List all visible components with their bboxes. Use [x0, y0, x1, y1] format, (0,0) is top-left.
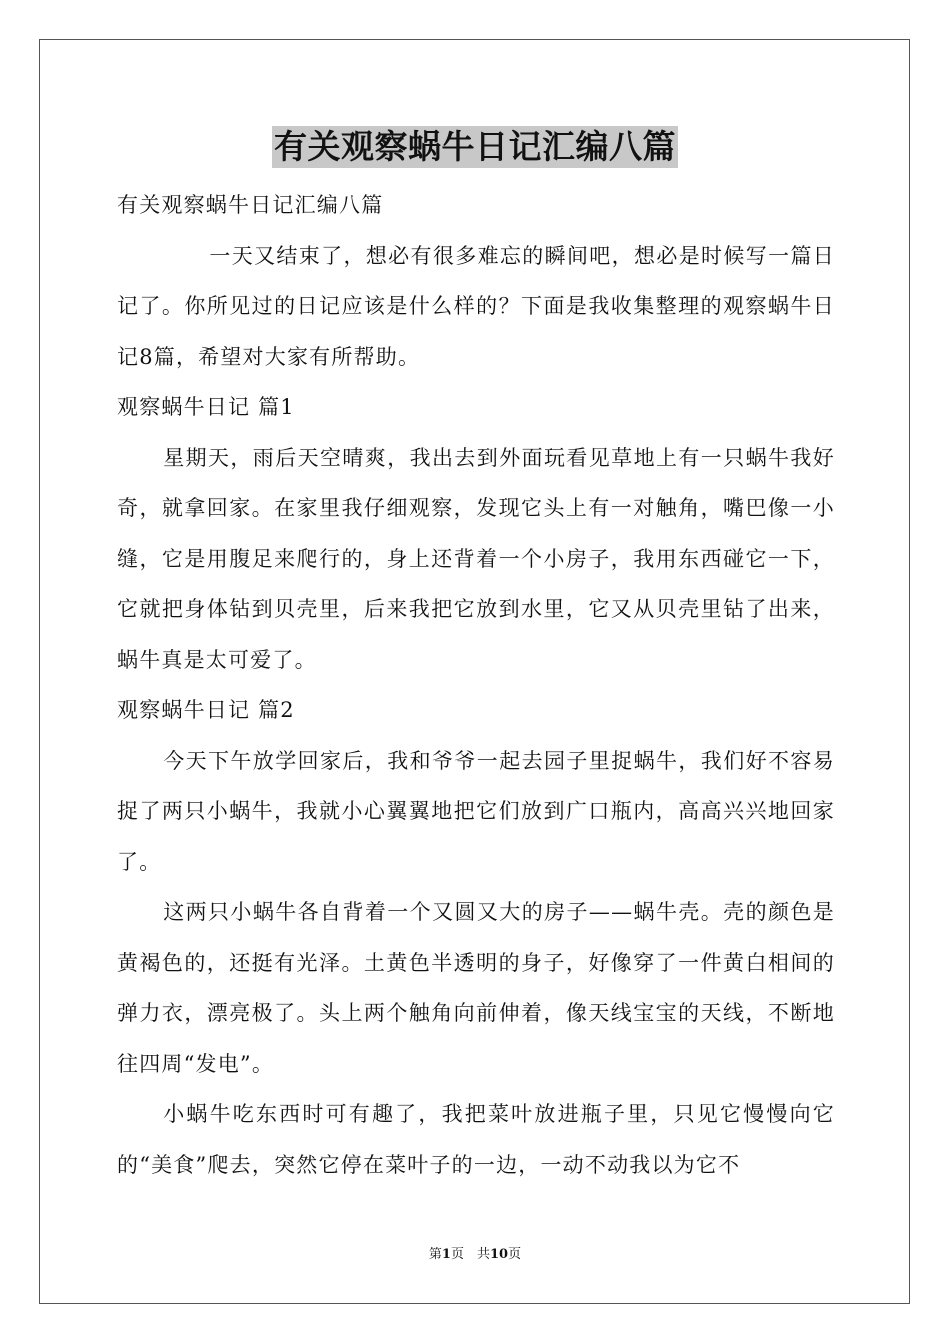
page-footer — [0, 1246, 950, 1264]
paragraph-diary-1: 星期天，雨后天空晴爽，我出去到外面玩看见草地上有一只蜗牛我好奇，就拿回家。在家里我仔细观察，发现它头上有一对触角，嘴巴像一小缝，它是用腹足来爬行的，身上还背着一个小房子，我用东西碰它一下，它就把身体钻到贝壳里，后来我把它放到水里，它又从贝壳里钻了出来，蜗牛真是太可爱了。 — [117, 445, 835, 672]
footer-suffix: 页 — [508, 1247, 522, 1262]
footer-middle: 页 共 — [450, 1247, 490, 1262]
section-heading-1: 观察蜗牛日记 篇1 — [117, 395, 295, 419]
paragraph-diary-2a: 今天下午放学回家后，我和爷爷一起去园子里捉蜗牛，我们好不容易捉了两只小蜗牛，我就小心翼翼地把它们放到广口瓶内，高高兴兴地回家了。 — [117, 748, 835, 874]
section-heading-2: 观察蜗牛日记 篇2 — [117, 698, 295, 722]
document-body — [117, 180, 835, 1190]
title-container — [0, 126, 950, 168]
paragraph-diary-2c: 小蜗牛吃东西时可有趣了，我把菜叶放进瓶子里，只见它慢慢向它的“美食”爬去，突然它停在菜叶子的一边，一动不动我以为它不 — [117, 1102, 835, 1177]
paragraph-subtitle: 有关观察蜗牛日记汇编八篇 — [117, 193, 384, 217]
paragraph-intro: 一天又结束了，想必有很多难忘的瞬间吧，想必是时候写一篇日记了。你所见过的日记应该是什么样的？下面是我收集整理的观察蜗牛日记8篇，希望对大家有所帮助。 — [117, 243, 835, 369]
paragraph-diary-2b: 这两只小蜗牛各自背着一个又圆又大的房子——蜗牛壳。壳的颜色是黄褐色的，还挺有光泽。土黄色半透明的身子，好像穿了一件黄白相间的弹力衣，漂亮极了。头上两个触角向前伸着，像天线宝宝的天线，不断地往四周“发电”。 — [117, 900, 835, 1076]
footer-total-pages: 10 — [489, 1247, 509, 1262]
document-title: 有关观察蜗牛日记汇编八篇 — [274, 127, 676, 166]
footer-prefix: 第 — [428, 1247, 442, 1262]
footer-page-number: 1 — [441, 1247, 451, 1262]
